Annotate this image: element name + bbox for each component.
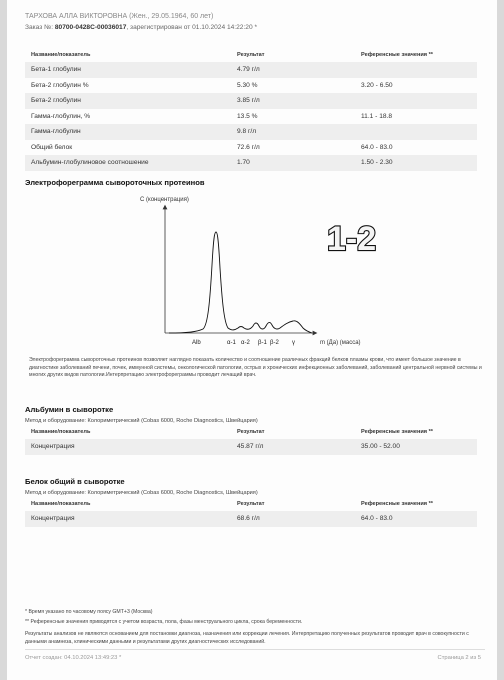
albumin-table	[25, 425, 477, 455]
albumin-method: Метод и оборудование: Колориметрический (Cobas 6000, Roche Diagnostics, Швейцария)	[25, 418, 258, 424]
row-ref: 64.0 - 83.0	[361, 143, 393, 151]
col-result-header: Результат	[237, 52, 265, 58]
fraction-label-beta2: β-2	[270, 340, 279, 346]
row-ref: 11.1 - 18.8	[361, 112, 393, 120]
col-name-header: Название/показатель	[31, 429, 91, 435]
row-name: Бета-2 глобулин	[25, 93, 231, 109]
order-registered: , зарегистрирован от 01.10.2024 14:22:20 *	[126, 24, 258, 31]
fraction-label-beta1: β-1	[258, 340, 267, 346]
col-result-header: Результат	[237, 501, 265, 507]
row-result: 13.5 %	[237, 112, 258, 120]
y-axis-label: С (концентрация)	[140, 197, 189, 203]
row-ref: 35.00 - 52.00	[355, 439, 477, 455]
row-name: Концентрация	[25, 511, 231, 527]
row-name: Общий белок	[31, 143, 73, 151]
row-name: Бета-1 глобулин	[25, 62, 231, 78]
row-result: 72.6 г/л	[237, 143, 260, 151]
row-result: 5.30 %	[237, 81, 258, 89]
electrophoregram-title: Электрофореграмма сывороточных протеинов	[25, 178, 205, 187]
row-name: Гамма-глобулин	[25, 124, 231, 140]
disclaimer: Результаты анализов не являются основанием для постановки диагноза, назначения или коррекции лечения. Интерпретацию полученных результатов проводит врач в совокупности с данными анамнеза, клиническими данными и результатами других диагностических исследований.	[25, 631, 469, 645]
report-created: Отчет создан: 04.10.2024 13:49:23 *	[25, 655, 122, 661]
col-result-header: Результат	[237, 429, 265, 435]
col-name-header: Название/показатель	[31, 52, 91, 58]
fraction-label-alpha2: α-2	[241, 340, 250, 346]
footer-divider	[25, 649, 485, 650]
electrophoregram-chart	[7, 0, 497, 360]
table-header-row	[25, 425, 477, 439]
x-axis-label: m (Да) (масса)	[320, 340, 361, 346]
reference-footnote: ** Референсные значения приводятся с учетом возраста, пола, фазы менструального цикла, срока беременности.	[25, 619, 303, 625]
row-name: Альбумин-глобулиновое соотношение	[25, 155, 231, 171]
row-result: 1.70	[231, 155, 355, 171]
electrophoregram-curve	[169, 232, 312, 333]
row-ref: 3.20 - 6.50	[361, 81, 393, 89]
row-result: 3.85 г/л	[231, 93, 355, 109]
col-ref-header: Референсные значения **	[361, 501, 433, 507]
fraction-label-alb: Alb	[192, 340, 201, 346]
row-result: 9.8 г/л	[231, 124, 355, 140]
row-result: 45.87 г/л	[231, 439, 355, 455]
table-header-row	[25, 497, 477, 511]
table-row	[25, 511, 477, 527]
report-page	[7, 0, 497, 680]
fraction-label-gamma: γ	[292, 340, 295, 346]
total-protein-method: Метод и оборудование: Колориметрический (Cobas 6000, Roche Diagnostics, Швейцария)	[25, 490, 258, 496]
table-row	[25, 439, 477, 455]
row-ref: 1.50 - 2.30	[355, 155, 477, 171]
patient-header: ТАРХОВА АЛЛА ВИКТОРОВНА (Жен., 29.05.1964, 60 лет)	[25, 13, 214, 20]
albumin-title: Альбумин в сыворотке	[25, 405, 114, 414]
row-name: Концентрация	[25, 439, 231, 455]
electrophoregram-description: Электрофореграмма сывороточных протеинов позволяет наглядно показать количество и соотношение различных фракций белков плазмы крови, что имеет большое значение в диагностике заболеваний печени, почек, иммунной системы, онкологической патологии, острых и хронических инфекционных заболеваний, заболеваний центральной нервной системы и многих других видов патологии.Интерпретацию электрофореграммы проводит лечащий врач.	[29, 357, 482, 379]
order-number: 80700-0428C-00036017	[54, 24, 127, 31]
col-name-header: Название/показатель	[31, 501, 91, 507]
row-name: Бета-2 глобулин %	[31, 81, 89, 89]
row-ref: 64.0 - 83.0	[355, 511, 477, 527]
col-ref-header: Референсные значения **	[361, 52, 433, 58]
total-protein-table	[25, 497, 477, 527]
fraction-label-alpha1: α-1	[227, 340, 236, 346]
timezone-footnote: * Время указано по часовому поясу GMT+3 (Москва)	[25, 609, 153, 615]
row-result: 4.79 г/л	[231, 62, 355, 78]
row-name: Гамма-глобулин, %	[31, 112, 91, 120]
col-ref-header: Референсные значения **	[361, 429, 433, 435]
total-protein-title: Белок общий в сыворотке	[25, 477, 125, 486]
row-result: 68.6 г/л	[231, 511, 355, 527]
handwritten-annotation: 1-2	[327, 220, 377, 258]
page-number: Страница 2 из 5	[437, 655, 481, 661]
order-label: Заказ №:	[25, 24, 54, 31]
